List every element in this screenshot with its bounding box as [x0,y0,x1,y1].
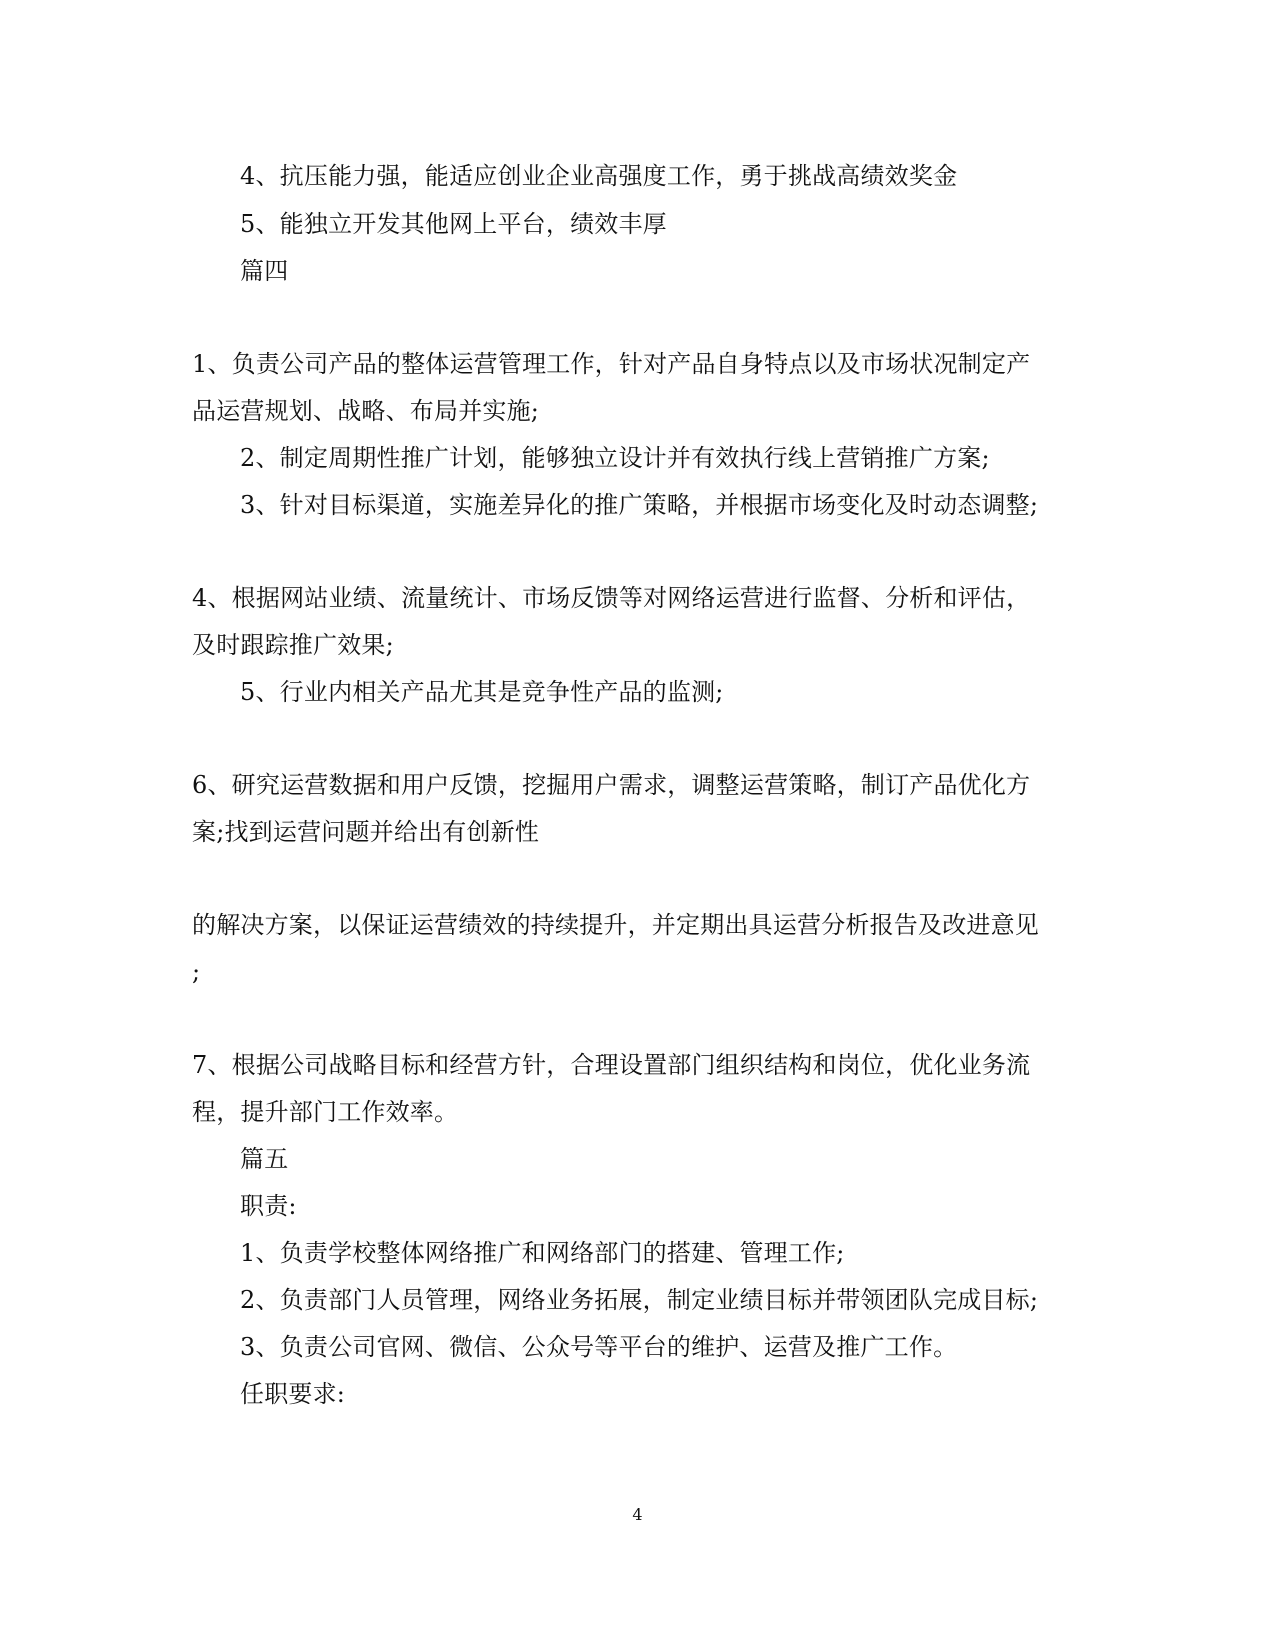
subheading: 任职要求: [240,1380,346,1408]
subheading: 职责: [240,1192,297,1220]
paragraph-line: 1、负责学校整体网络推广和网络部门的搭建、管理工作; [240,1239,845,1267]
paragraph-line: 6、研究运营数据和用户反馈，挖掘用户需求，调整运营策略，制订产品优化方 [192,771,1031,799]
paragraph-line: 7、根据公司战略目标和经营方针，合理设置部门组织结构和岗位，优化业务流 [192,1051,1031,1079]
section-heading: 篇五 [240,1145,289,1173]
paragraph-line: 2、制定周期性推广计划，能够独立设计并有效执行线上营销推广方案; [240,444,990,472]
paragraph-line: 4、根据网站业绩、流量统计、市场反馈等对网络运营进行监督、分析和评估， [192,584,1031,612]
paragraph-line: 及时跟踪推广效果; [192,631,394,659]
paragraph-line: 3、针对目标渠道，实施差异化的推广策略，并根据市场变化及时动态调整; [240,491,1039,519]
paragraph-line: 1、负责公司产品的整体运营管理工作，针对产品自身特点以及市场状况制定产 [192,350,1031,378]
paragraph-line: 案;找到运营问题并给出有创新性 [192,818,540,846]
paragraph-line: 3、负责公司官网、微信、公众号等平台的维护、运营及推广工作。 [240,1333,958,1361]
paragraph-line: 2、负责部门人员管理，网络业务拓展，制定业绩目标并带领团队完成目标; [240,1286,1039,1314]
paragraph-line: 5、能独立开发其他网上平台，绩效丰厚 [240,210,667,238]
paragraph-line: 5、行业内相关产品尤其是竞争性产品的监测; [240,678,724,706]
paragraph-line: 4、抗压能力强，能适应创业企业高强度工作，勇于挑战高绩效奖金 [240,162,958,190]
paragraph-line: ; [192,958,201,986]
paragraph-line: 品运营规划、战略、布局并实施; [192,397,540,425]
page-number: 4 [632,1505,643,1524]
paragraph-line: 程，提升部门工作效率。 [192,1098,459,1126]
paragraph-line: 的解决方案，以保证运营绩效的持续提升，并定期出具运营分析报告及改进意见 [192,911,1039,939]
section-heading: 篇四 [240,257,289,285]
